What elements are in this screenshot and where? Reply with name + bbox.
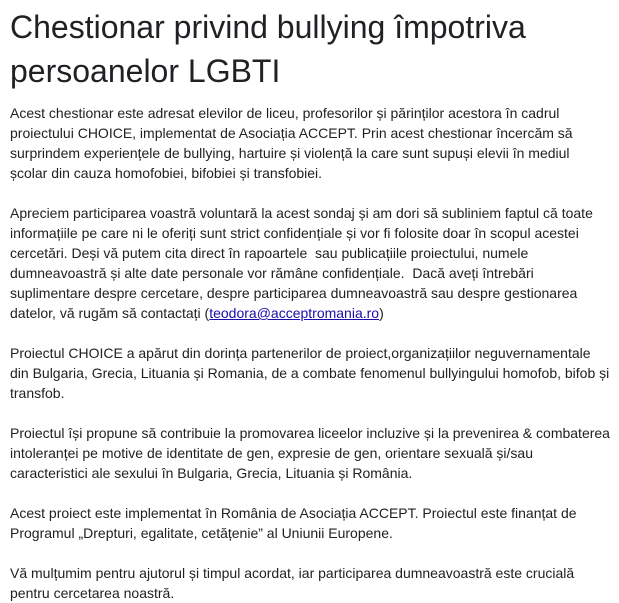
description-paragraph-confidentiality (10, 203, 610, 323)
description-paragraph-goals: Proiectul își propune să contribuie la promovarea liceelor incluzive și la prevenirea & combaterea intoleranței pe motive de identitate de gen, expresie de gen, orientare sexuală și/sau caracteristici ale sexului în Bulgaria, Grecia, Lituania și România. (10, 425, 614, 481)
form-header (10, 0, 614, 603)
confidentiality-text: Apreciem participarea voastră voluntară la acest sondaj și am dori să subliniem faptul că toate informațiile pe care ni le oferiți sunt strict confidențiale și vor fi folosite doar în scopul acestei cercetări. Deși vă putem cita direct în rapoartele sau publicațiile proiectului, numele dumneavoastră și alte date personale vor rămâne confidențiale. Dacă aveți întrebări suplimentare despre cercetare, despre participarea dumneavoastră sau despre gestionarea datelor, vă rugăm să contactați ( (10, 205, 597, 321)
description-paragraph-intro: Acest chestionar este adresat elevilor de liceu, profesorilor și părinților acestora în cadrul proiectului CHOICE, implementat de Asociația ACCEPT. Prin acest chestionar încercăm să surprindem experiențele de bullying, hartuire și violență la care sunt supuși elevii în mediul școlar din cauza homofobiei, bifobiei și transfobiei. (10, 105, 577, 181)
contact-email-link[interactable]: teodora@acceptromania.ro (209, 305, 380, 321)
confidentiality-text-end: ) (379, 305, 384, 321)
description-paragraph-origin: Proiectul CHOICE a apărut din dorința partenerilor de proiect,organizațiilor neguvernamentale din Bulgaria, Grecia, Lituania și Romania, de a combate fenomenul bullyingului homofob, bifob și transfob. (10, 345, 614, 401)
form-description (10, 103, 614, 603)
description-paragraph-funding: Acest proiect este implementat în România de Asociația ACCEPT. Proiectul este finanțat de Programul „Drepturi, egalitate, cetățenie” al Uniunii Europene. (10, 505, 581, 541)
form-title: Chestionar privind bullying împotriva persoanelor LGBTI (10, 9, 526, 89)
description-paragraph-thanks: Vă mulțumim pentru ajutorul și timpul acordat, iar participarea dumneavoastră este crucială pentru cercetarea noastră. (10, 565, 579, 601)
